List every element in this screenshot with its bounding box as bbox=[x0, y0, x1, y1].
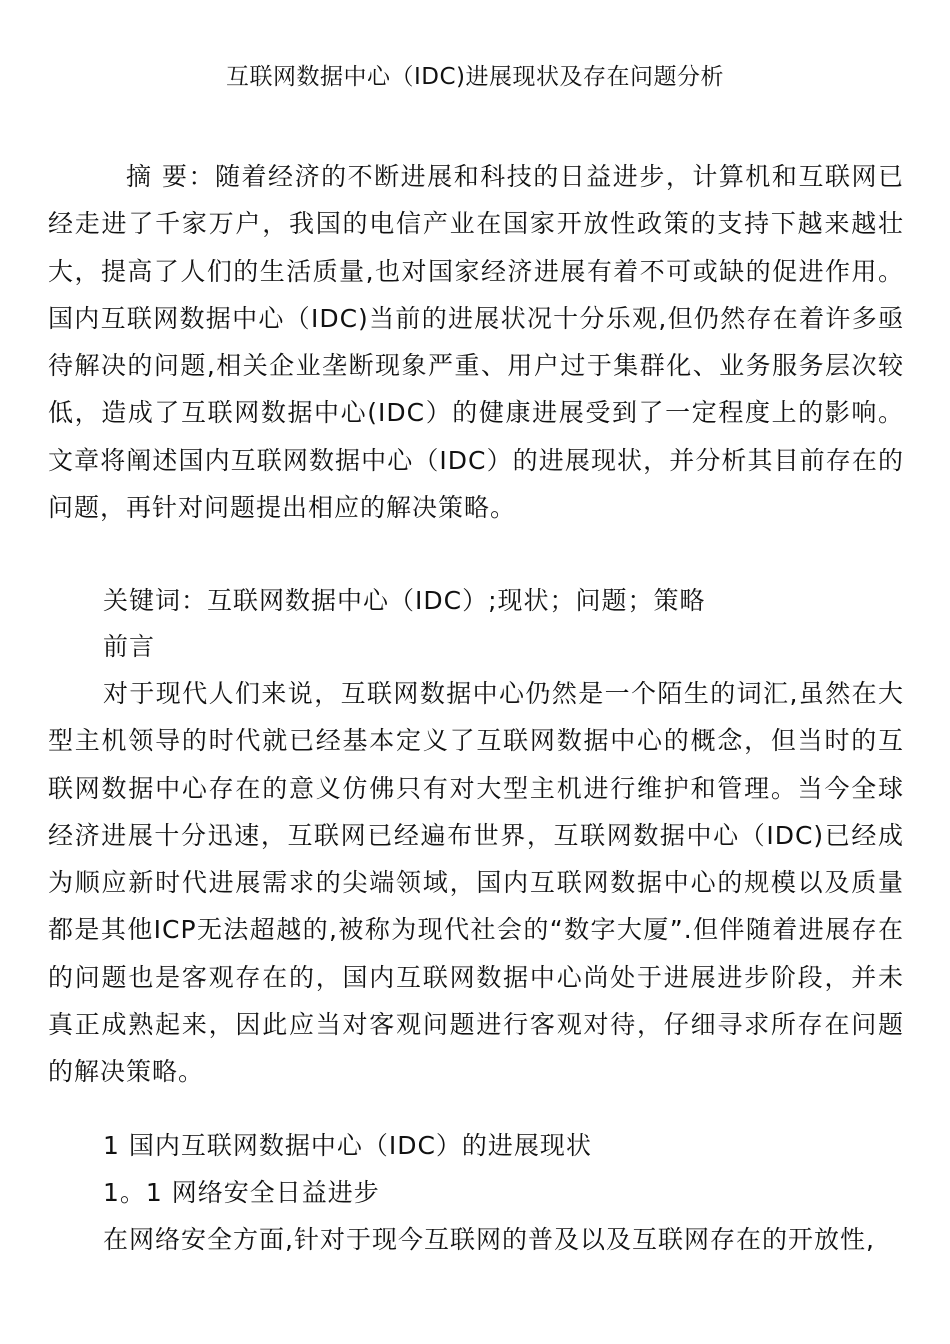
section-1-heading: 1 国内互联网数据中心（IDC）的进展现状 bbox=[103, 1131, 592, 1160]
section-1-1-heading: 1。1 网络安全日益进步 bbox=[103, 1178, 380, 1207]
section-1-1-paragraph: 在网络安全方面,针对于现今互联网的普及以及互联网存在的开放性, bbox=[103, 1225, 875, 1254]
abstract-paragraph: 摘 要：随着经济的不断进展和科技的日益进步，计算机和互联网已经走进了千家万户，我国的电信产业在国家开放性政策的支持下越来越壮大，提高了人们的生活质量,也对国家经济进展有着不可或缺的促进作用。国内互联网数据中心（IDC)当前的进展状况十分乐观,但仍然存在着许多亟待解决的问题,相关企业垄断现象严重、用户过于集群化、业务服务层次较低，造成了互联网数据中心(IDC）的健康进展受到了一定程度上的影响。文章将阐述国内互联网数据中心（IDC）的进展现状，并分析其目前存在的问题，再针对问题提出相应的解决策略。 bbox=[48, 162, 904, 523]
document-title: 互联网数据中心（IDC)进展现状及存在问题分析 bbox=[225, 64, 725, 90]
keywords-line: 关键词：互联网数据中心（IDC）;现状；问题；策略 bbox=[103, 586, 706, 615]
foreword-heading: 前言 bbox=[103, 632, 156, 661]
foreword-paragraph: 对于现代人们来说，互联网数据中心仍然是一个陌生的词汇,虽然在大型主机领导的时代就已经基本定义了互联网数据中心的概念，但当时的互联网数据中心存在的意义仿佛只有对大型主机进行维护和管理。当今全球经济进展十分迅速，互联网已经遍布世界，互联网数据中心（IDC)已经成为顺应新时代进展需求的尖端领域，国内互联网数据中心的规模以及质量都是其他ICP无法超越的,被称为现代社会的“数字大厦”.但伴随着进展存在的问题也是客观存在的，国内互联网数据中心尚处于进展进步阶段，并未真正成熟起来，因此应当对客观问题进行客观对待，仔细寻求所存在问题的解决策略。 bbox=[48, 679, 904, 1087]
